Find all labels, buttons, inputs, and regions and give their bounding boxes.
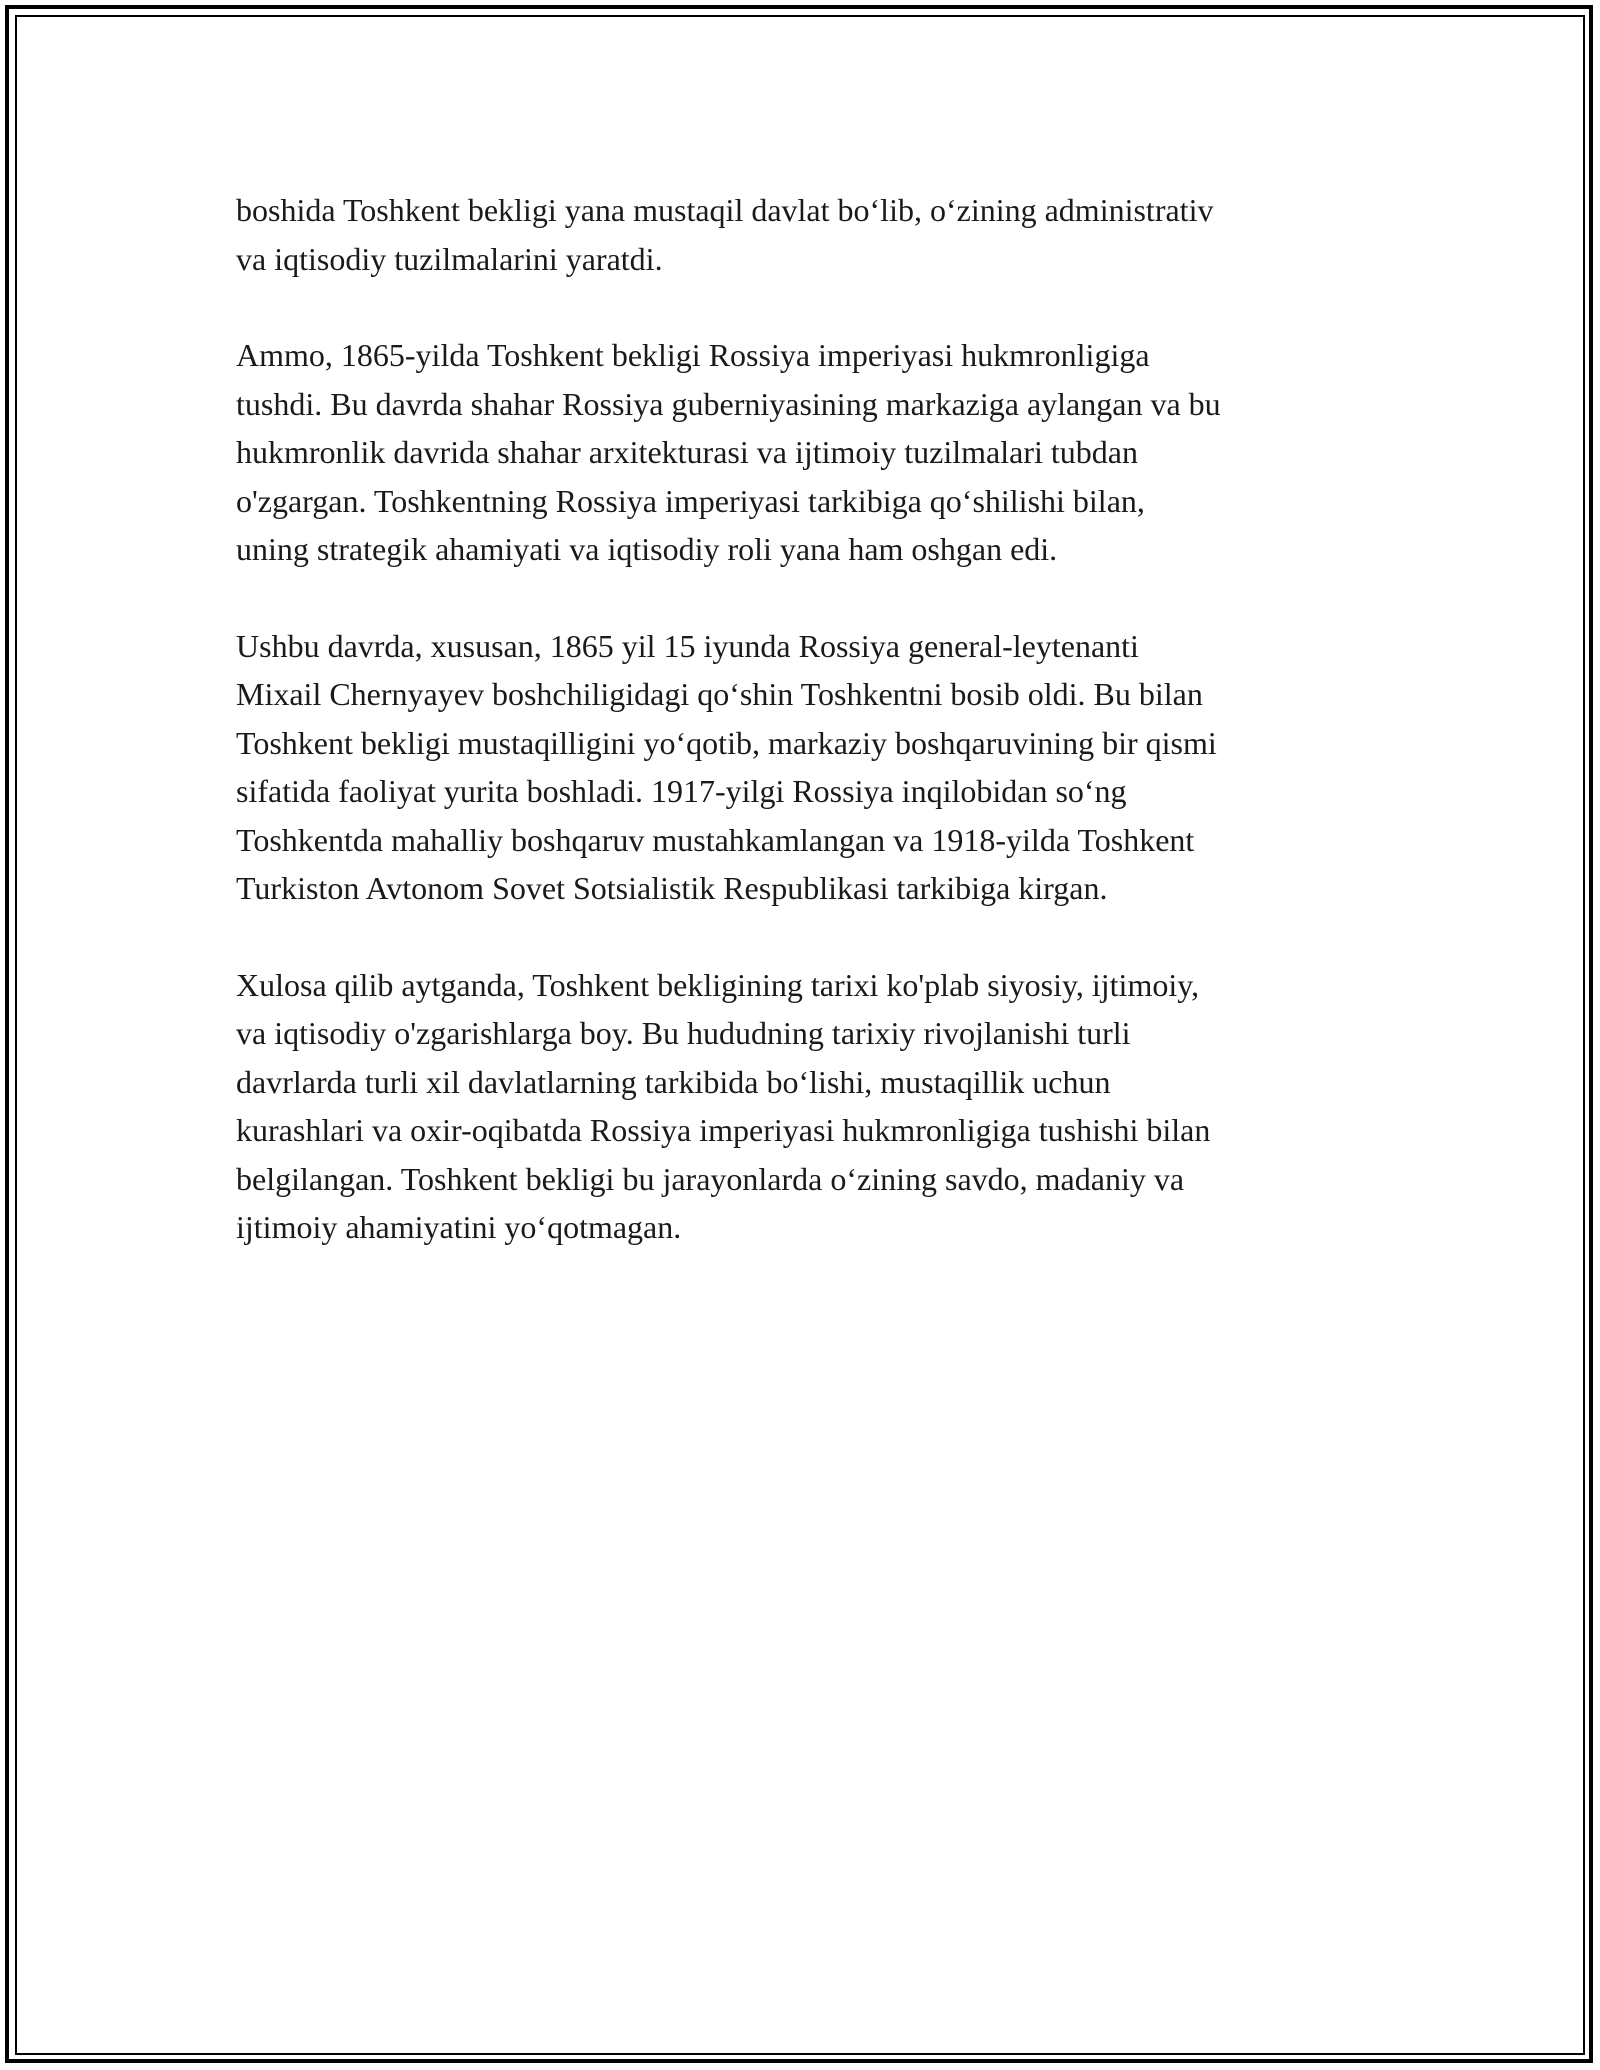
- text-line: Toshkent bekligi mustaqilligini yo‘qotib, markaziy boshqaruvining bir qismi: [236, 724, 1217, 761]
- text-line: tushdi. Bu davrda shahar Rossiya guberniyasining markaziga aylangan va bu: [236, 385, 1221, 422]
- text-line: belgilangan. Toshkent bekligi bu jarayonlarda o‘zining savdo, madaniy va: [236, 1160, 1185, 1197]
- text-line: Toshkentda mahalliy boshqaruv mustahkamlangan va 1918-yilda Toshkent: [236, 821, 1195, 858]
- text-line: Ushbu davrda, xususan, 1865 yil 15 iyunda Rossiya general-leytenanti: [236, 627, 1139, 664]
- text-line: Turkiston Avtonom Sovet Sotsialistik Respublikasi tarkibiga kirgan.: [236, 870, 1108, 906]
- document-body: [236, 186, 1376, 1300]
- text-line: boshida Toshkent bekligi yana mustaqil davlat bo‘lib, o‘zining administrativ: [236, 192, 1214, 228]
- text-line: Ammo, 1865-yilda Toshkent bekligi Rossiya imperiyasi hukmronligiga: [236, 337, 1150, 373]
- text-line: ijtimoiy ahamiyatini yo‘qotmagan.: [236, 1209, 682, 1245]
- text-line: kurashlari va oxir-oqibatda Rossiya imperiyasi hukmronligiga tushishi bilan: [236, 1112, 1211, 1148]
- text-line: hukmronlik davrida shahar arxitekturasi va ijtimoiy tuzilmalari tubdan: [236, 434, 1138, 470]
- paragraph-2: [236, 331, 1376, 574]
- text-line: va iqtisodiy o'zgarishlarga boy. Bu hududning tarixiy rivojlanishi turli: [236, 1015, 1131, 1051]
- text-line: uning strategik ahamiyati va iqtisodiy roli yana ham oshgan edi.: [236, 531, 1058, 567]
- text-line: va iqtisodiy tuzilmalarini yaratdi.: [236, 240, 663, 277]
- text-line: o'zgargan. Toshkentning Rossiya imperiyasi tarkibiga qo‘shilishi bilan,: [236, 482, 1145, 519]
- paragraph-3: [236, 622, 1376, 913]
- text-line: davrlarda turli xil davlatlarning tarkibida bo‘lishi, mustaqillik uchun: [236, 1063, 1111, 1100]
- text-line: Mixail Chernyayev boshchiligidagi qo‘shin Toshkentni bosib oldi. Bu bilan: [236, 676, 1203, 712]
- paragraph-1: [236, 186, 1376, 283]
- text-line: sifatida faoliyat yurita boshladi. 1917-yilgi Rossiya inqilobidan so‘ng: [236, 773, 1127, 809]
- text-line: Xulosa qilib aytganda, Toshkent bekligining tarixi ko'plab siyosiy, ijtimoiy,: [236, 966, 1200, 1003]
- paragraph-4: [236, 961, 1376, 1252]
